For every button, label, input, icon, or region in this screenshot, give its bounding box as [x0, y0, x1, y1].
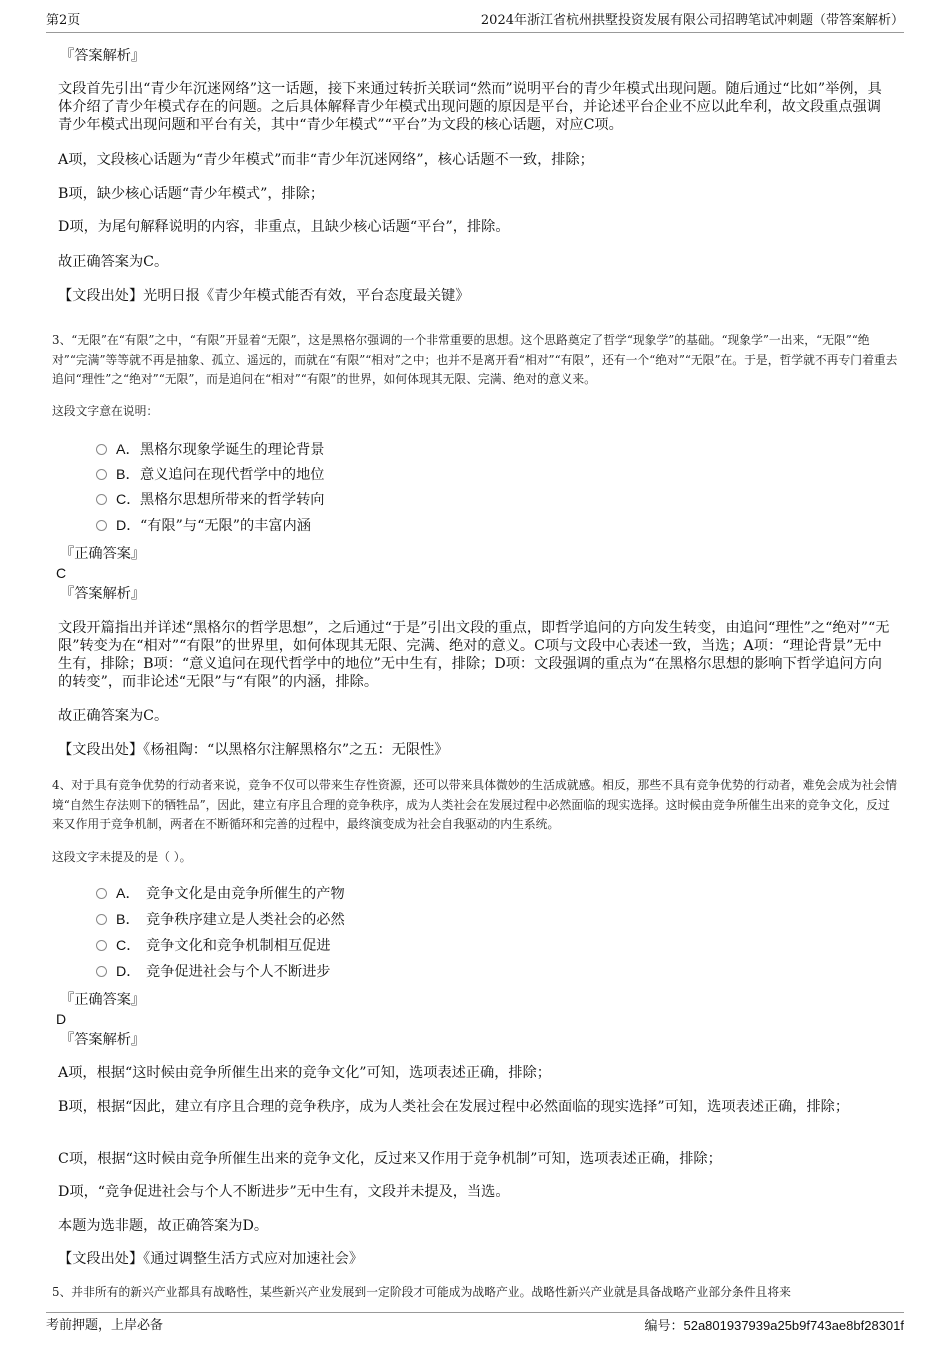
radio-button[interactable] [96, 520, 107, 531]
q4-source: 【文段出处】《通过调整生活方式应对加速社会》 [58, 1251, 364, 1267]
q4-correct-tag: 『正确答案』 [60, 992, 146, 1008]
q3-stem: 3、“无限”在“有限”之中，“有限”开显着“无限”，这是黑格尔强调的一个非常重要的思想。这个思路奠定了哲学“现象学”的基础。“现象学”一出来，“无限”“绝对”“完满”等等就不再是抽象、孤立、遥远的，而就在“有限”“相对”之中；也并不是离开看“相对”“有限”，还有一个“绝对”“无限”在。于是，哲学就不再专门着重去追问“理性”之“绝对”“无限”，而是追问在“相对”“有限”的世界，如何体现其无限、完满、绝对的意义来。 [52, 333, 898, 386]
q3-correct-tag: 『正确答案』 [60, 546, 146, 562]
q2-analysis-a: A项，文段核心话题为“青少年模式”而非“青少年沉迷网络”，核心话题不一致，排除； [58, 152, 594, 168]
radio-button[interactable] [96, 444, 107, 455]
q4-conclusion: 本题为选非题，故正确答案为D。 [58, 1218, 269, 1234]
page-footer [46, 1312, 904, 1335]
q4-analysis-d: D项，“竞争促进社会与个人不断进步”无中生有，文段并未提及，当选。 [58, 1184, 510, 1200]
q3-correct-answer: C [56, 565, 67, 581]
q3-option-d[interactable]: D．“有限”与“无限”的丰富内涵 [96, 517, 311, 535]
q4-option-d[interactable]: D． 竞争促进社会与个人不断进步 [96, 963, 330, 981]
q2-analysis-tag: 『答案解析』 [60, 48, 146, 64]
q3-option-b[interactable]: B．意义追问在现代哲学中的地位 [96, 466, 324, 484]
page-number: 第2页 [46, 13, 81, 28]
q3-option-a[interactable]: A．黑格尔现象学诞生的理论背景 [96, 441, 324, 459]
q4-analysis-c: C项，根据“这时候由竞争所催生出来的竞争文化，反过来又作用于竞争机制”可知，选项表述正确，排除； [58, 1151, 722, 1167]
q4-option-c[interactable]: C． 竞争文化和竞争机制相互促进 [96, 937, 330, 955]
q3-source: 【文段出处】《杨祖陶：“以黑格尔注解黑格尔”之五：无限性》 [58, 742, 449, 758]
q2-analysis-d: D项，为尾句解释说明的内容，非重点，且缺少核心话题“平台”，排除。 [58, 219, 510, 235]
q4-prompt: 这段文字未提及的是（ ）。 [52, 850, 192, 864]
radio-button[interactable] [96, 966, 107, 977]
q3-option-c[interactable]: C．黑格尔思想所带来的哲学转向 [96, 491, 324, 509]
page-header [46, 10, 904, 33]
q4-option-b[interactable]: B． 竞争秩序建立是人类社会的必然 [96, 911, 345, 929]
q5-stem: 5、并非所有的新兴产业都具有战略性，某些新兴产业发展到一定阶段才可能成为战略产业。战略性新兴产业就是具备战略产业部分条件且将来 [52, 1285, 791, 1299]
footer-slogan: 考前押题，上岸必备 [46, 1318, 164, 1333]
radio-button[interactable] [96, 469, 107, 480]
document-code: 编号：52a801937939a25b9f743ae8bf28301f [644, 1318, 904, 1334]
q2-analysis-b: B项，缺少核心话题“青少年模式”，排除； [58, 186, 325, 202]
radio-button[interactable] [96, 494, 107, 505]
radio-button[interactable] [96, 940, 107, 951]
q4-analysis-tag: 『答案解析』 [60, 1032, 146, 1048]
q3-conclusion: 故正确答案为C。 [58, 708, 169, 724]
radio-button[interactable] [96, 914, 107, 925]
q3-prompt: 这段文字意在说明： [52, 404, 159, 418]
q2-source: 【文段出处】光明日报《青少年模式能否有效，平台态度最关键》 [58, 288, 470, 304]
q3-analysis-tag: 『答案解析』 [60, 586, 146, 602]
q4-stem: 4、对于具有竞争优势的行动者来说，竞争不仅可以带来生存性资源，还可以带来具体微妙的生活成就感。相反，那些不具有竞争优势的行动者，难免会成为社会情境“自然生存法则下的牺牲品”，因此，建立有序且合理的竞争秩序，成为人类社会在发展过程中必然面临的现实选择。这时候由竞争所催生出来的竞争文化，反过来又作用于竞争机制，两者在不断循环和完善的过程中，最终演变成为社会自我驱动的内生系统。 [52, 778, 898, 831]
q3-analysis-text: 文段开篇指出并详述“黑格尔的哲学思想”，之后通过“于是”引出文段的重点，即哲学追问的方向发生转变，由追问“理性”之“绝对”“无限”转变为在“相对”“有限”的世界里，如何体现其无限、完满、绝对的意义。C项与文段中心表述一致，当选；A项：“理论背景”无中生有，排除；B项：“意义追问在现代哲学中的地位”无中生有，排除；D项：文段强调的重点为“在黑格尔思想的影响下哲学追问方向的转变”，而非论述“无限”与“有限”的内涵，排除。 [58, 620, 890, 690]
q2-conclusion: 故正确答案为C。 [58, 254, 169, 270]
radio-button[interactable] [96, 888, 107, 899]
q4-analysis-b: B项，根据“因此，建立有序且合理的竞争秩序，成为人类社会在发展过程中必然面临的现实选择”可知，选项表述正确，排除； [58, 1099, 850, 1115]
q4-analysis-a: A项，根据“这时候由竞争所催生出来的竞争文化”可知，选项表述正确，排除； [58, 1065, 551, 1081]
q2-analysis-text: 文段首先引出“青少年沉迷网络”这一话题，接下来通过转折关联词“然而”说明平台的青少年模式出现问题。随后通过“比如”举例，具体介绍了青少年模式存在的问题。之后具体解释青少年模式出现问题的原因是平台，并论述平台企业不应以此牟利，故文段重点强调青少年模式出现问题和平台有关，其中“青少年模式”“平台”为文段的核心话题，对应C项。 [58, 81, 882, 133]
q4-option-a[interactable]: A． 竞争文化是由竞争所催生的产物 [96, 885, 345, 903]
document-title: 2024年浙江省杭州拱墅投资发展有限公司招聘笔试冲刺题（带答案解析） [480, 13, 904, 28]
q4-correct-answer: D [56, 1011, 67, 1027]
